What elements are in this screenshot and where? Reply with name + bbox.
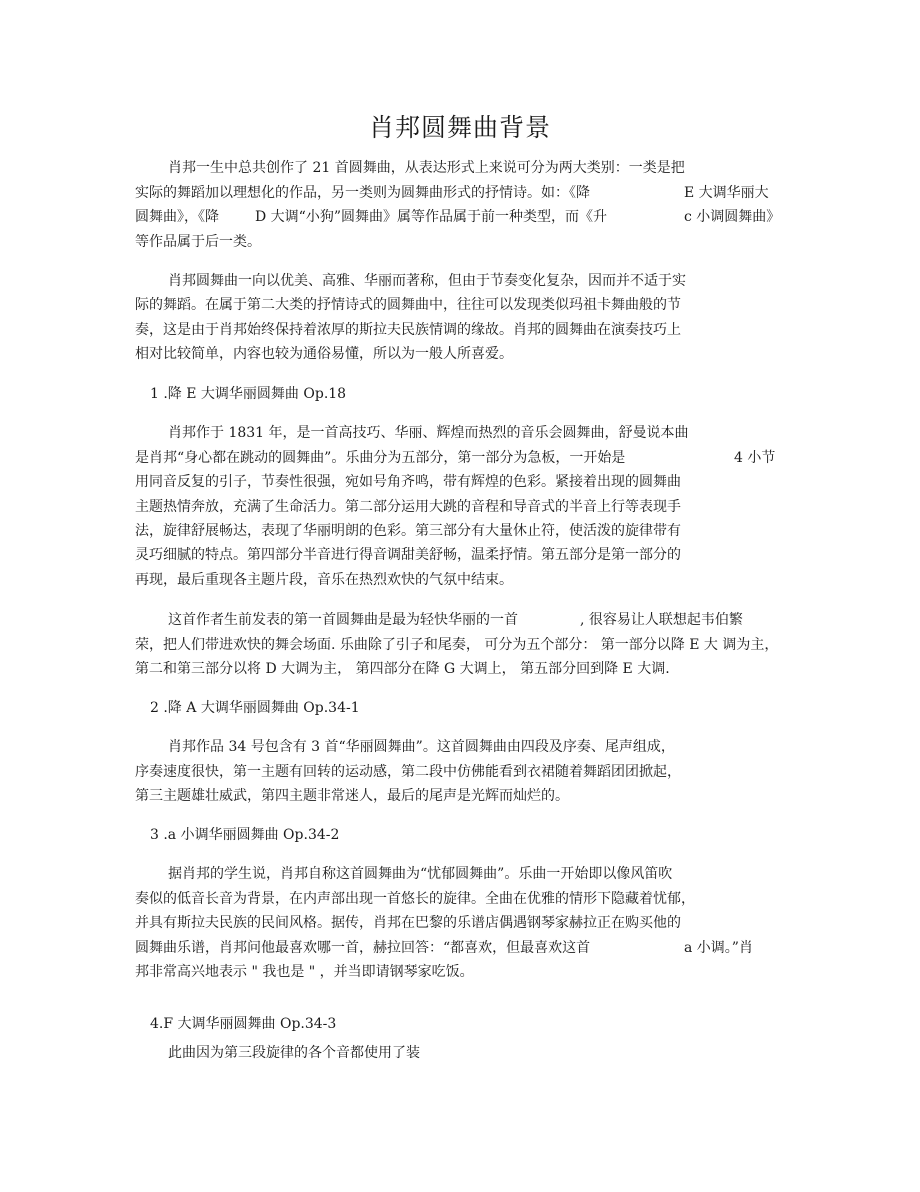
paragraph-2-line-4: 相对比较简单，内容也较为通俗易懂，所以为一般人所喜爱。 [135, 346, 513, 362]
paragraph-1-line-3-tail: c 小调圆舞曲》 [684, 209, 781, 225]
paragraph-6-line-3: 并具有斯拉夫民族的民间风格。据传，肖邦在巴黎的乐谱店偶遇钢琴家赫拉正在购买他的 [135, 915, 681, 931]
page-title: 肖邦圆舞曲背景 [368, 113, 551, 142]
paragraph-4-line-1: 这首作者生前发表的第一首圆舞曲是最为轻快华丽的一首 [168, 612, 518, 628]
section-heading-3: 3 .a 小调华丽圆舞曲 Op.34-2 [150, 827, 340, 843]
paragraph-1-line-4: 等作品属于后一类。 [135, 234, 261, 250]
paragraph-3-line-1: 肖邦作于 1831 年，是一首高技巧、华丽、辉煌而热烈的音乐会圆舞曲，舒曼说本曲 [168, 425, 689, 441]
paragraph-3-line-2-tail: 4 小节 [734, 450, 776, 466]
paragraph-6-line-4-tail: a 小调。”肖 [684, 940, 753, 956]
paragraph-6-line-4: 圆舞曲乐谱，肖邦问他最喜欢哪一首，赫拉回答：“都喜欢，但最喜欢这首 [135, 940, 591, 956]
paragraph-7-line-1: 此曲因为第三段旋律的各个音都使用了装 [168, 1045, 420, 1061]
paragraph-3-line-7: 再现，最后重现各主题片段，音乐在热烈欢快的气氛中结束。 [135, 572, 513, 588]
paragraph-5-line-2: 序奏速度很快，第一主题有回转的运动感，第二段中仿佛能看到衣裙随着舞蹈团团掀起， [135, 764, 681, 780]
paragraph-3-line-2: 是肖邦“身心都在跳动的圆舞曲”。乐曲分为五部分，第一部分为急板，一开始是 [135, 450, 626, 466]
paragraph-1-line-1: 肖邦一生中总共创作了 21 首圆舞曲，从表达形式上来说可分为两大类别：一类是把 [168, 160, 685, 176]
paragraph-1-line-3-head: 圆舞曲》，《降 [135, 209, 219, 225]
paragraph-1-line-2-tail: E 大调华丽大 [684, 185, 769, 201]
section-heading-4: 4.F 大调华丽圆舞曲 Op.34-3 [150, 1016, 337, 1032]
paragraph-1-line-2-text: 实际的舞蹈加以理想化的作品，另一类则为圆舞曲形式的抒情诗。如：《降 [135, 185, 590, 201]
paragraph-6-line-5: 邦非常高兴地表示 " 我也是 " ，并当即请钢琴家吃饭。 [135, 964, 474, 980]
paragraph-5-line-1: 肖邦作品 34 号包含有 3 首“华丽圆舞曲”。这首圆舞曲由四段及序奏、尾声组成， [168, 739, 675, 755]
paragraph-2-line-1: 肖邦圆舞曲一向以优美、高雅、华丽而著称，但由于节奏变化复杂，因而并不适于实 [168, 273, 686, 289]
paragraph-3-line-3: 用同音反复的引子，节奏性很强，宛如号角齐鸣，带有辉煌的色彩。紧接着出现的圆舞曲 [135, 474, 681, 490]
paragraph-2-line-3: 奏，这是由于肖邦始终保持着浓厚的斯拉夫民族情调的缘故。肖邦的圆舞曲在演奏技巧上 [135, 322, 681, 338]
paragraph-6-line-1: 据肖邦的学生说，肖邦自称这首圆舞曲为“忧郁圆舞曲”。乐曲一开始即以像风笛吹 [168, 866, 673, 882]
paragraph-3-line-4: 主题热情奔放，充满了生命活力。第二部分运用大跳的音程和导音式的半音上行等表现手 [135, 499, 681, 515]
section-heading-2: 2 .降 A 大调华丽圆舞曲 Op.34-1 [150, 700, 360, 716]
paragraph-4-line-1-tail: , 很容易让人联想起韦伯繁 [580, 612, 743, 628]
paragraph-2-line-2: 际的舞蹈。在属于第二大类的抒情诗式的圆舞曲中，往往可以发现类似玛祖卡舞曲般的节 [135, 297, 681, 313]
section-heading-1: 1 .降 E 大调华丽圆舞曲 Op.18 [150, 386, 347, 402]
paragraph-1-line-2 [135, 183, 590, 203]
paragraph-3-line-5: 法，旋律舒展畅达，表现了华丽明朗的色彩。第三部分有大量休止符，使活泼的旋律带有 [135, 523, 681, 539]
paragraph-1-line-3-mid: D 大调“小狗”圆舞曲》属等作品属于前一种类型，而《升 [255, 209, 607, 225]
paragraph-3-line-6: 灵巧细腻的特点。第四部分半音进行得音调甜美舒畅，温柔抒情。第五部分是第一部分的 [135, 547, 681, 563]
paragraph-5-line-3: 第三主题雄壮威武，第四主题非常迷人，最后的尾声是光辉而灿烂的。 [135, 788, 569, 804]
paragraph-6-line-2: 奏似的低音长音为背景，在内声部出现一首悠长的旋律。全曲在优雅的情形下隐藏着忧郁， [135, 891, 695, 907]
paragraph-4-line-3: 第二和第三部分以将 D 大调为主， 第四部分在降 G 大调上， 第五部分回到降 E 大调. [135, 661, 670, 677]
paragraph-4-line-2: 荣，把人们带进欢快的舞会场面. 乐曲除了引子和尾奏， 可分为五个部分： 第一部分以降 E 大 调为主， [135, 637, 779, 653]
